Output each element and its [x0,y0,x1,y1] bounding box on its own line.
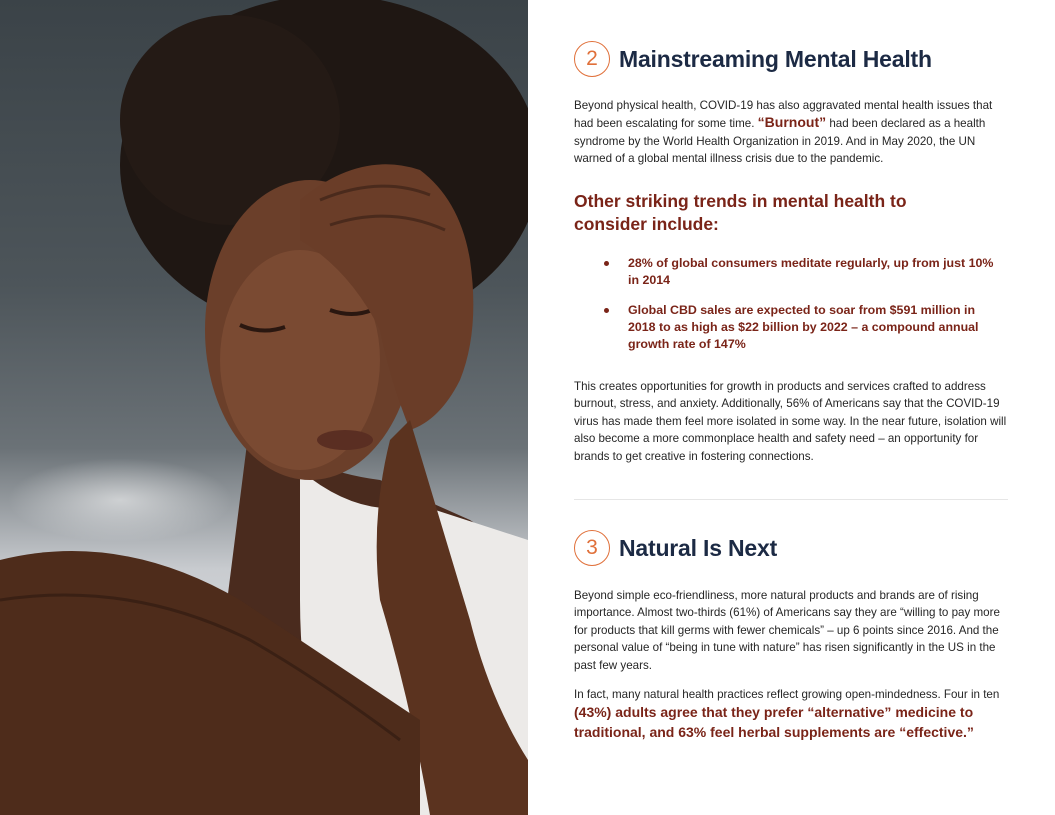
section-2-number: 2 [574,41,610,77]
section-2-title: Mainstreaming Mental Health [619,45,932,72]
mental-health-subhead: Other striking trends in mental health to consider include: [574,191,907,234]
section-2-closing: This creates opportunities for growth in products and services crafted to address burnout, stress, and anxiety. Additionally, 56% of Americans say that the COVID-19 virus has made them feel more isolated in some way. In the near future, isolation will also become a more commonplace health and safety need – an opportunity for brands to get creative in fostering connections. [574,380,1007,463]
bullet-icon [604,261,609,266]
section-3-header [574,530,777,566]
section-3-title: Natural Is Next [619,534,778,561]
section-3-para-2: In fact, many natural health practices reflect growing open-mindedness. Four in ten (43%) adults agree that they prefer “alternative” medicine to traditional, and 63% feel herbal supplements are “effective.” [574,688,1000,740]
section-2-header [574,41,932,77]
alternative-medicine-emphasis: (43%) adults agree that they prefer “alternative” medicine to traditional, and 63% feel herbal supplements are “effective.” [574,704,974,740]
section-3-number: 3 [574,530,610,566]
bullet-icon [604,308,609,313]
section-divider [574,499,1008,500]
burnout-emphasis: “Burnout” [757,114,827,131]
mental-health-bullets [604,255,994,366]
section-3-para-1: Beyond simple eco-friendliness, more natural products and brands are of rising importance. Almost two-thirds (61%) of Americans say they are “willing to pay more for products that kill germs with fewer chemicals” – up 6 points since 2016. And the personal value of “being in tune with nature” has risen significantly in the US in the past few years. [574,589,1000,672]
section-2-intro: Beyond physical health, COVID-19 has also aggravated mental health issues that had been escalating for some time. “Burnout” had been declared as a health syndrome by the World Health Organization in 2019. And in May 2020, the UN warned of a global mental illness crisis due to the pandemic. [574,99,993,166]
list-item: Global CBD sales are expected to soar from $591 million in 2018 to as high as $22 billion by 2022 – a compound annual growth rate of 147% [604,302,994,353]
list-item: 28% of global consumers meditate regularly, up from just 10% in 2014 [604,255,994,289]
